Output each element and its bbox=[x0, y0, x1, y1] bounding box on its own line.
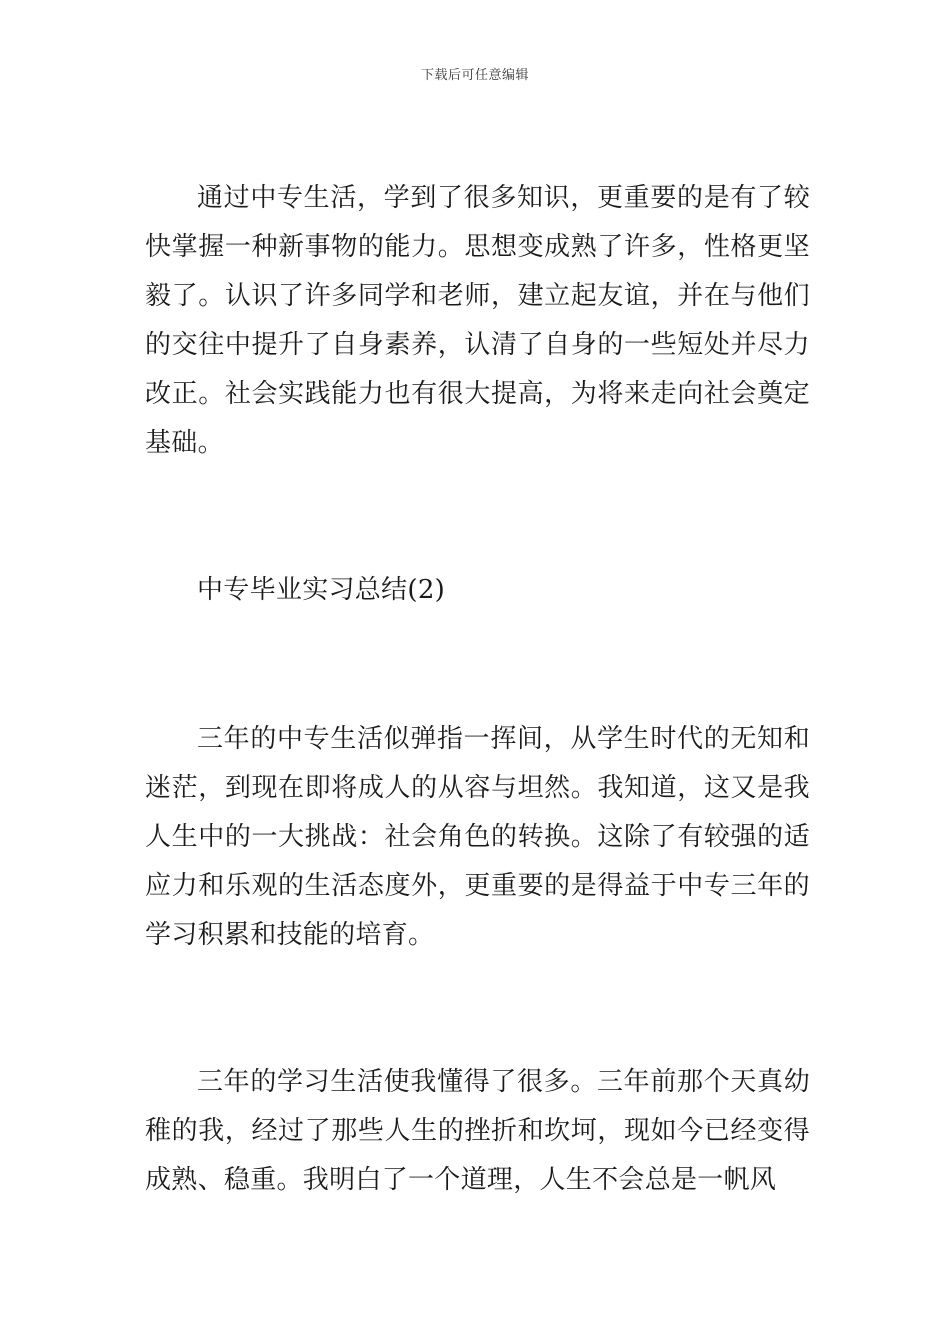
paragraph-spacer bbox=[145, 960, 810, 1058]
paragraph-1: 通过中专生活，学到了很多知识，更重要的是有了较快掌握一种新事物的能力。思想变成熟了许多，性格更坚毅了。认识了许多同学和老师，建立起友谊，并在与他们的交往中提升了自身素养，认清了自身的一些短处并尽力改正。社会实践能力也有很大提高，为将来走向社会奠定基础。 bbox=[145, 183, 810, 458]
paragraph-spacer bbox=[145, 468, 810, 566]
paragraph-3: 三年的学习生活使我懂得了很多。三年前那个天真幼稚的我，经过了那些人生的挫折和坎坷，现如今已经变得成熟、稳重。我明白了一个道理，人生不会总是一帆风 bbox=[145, 1067, 810, 1195]
document-body bbox=[145, 174, 810, 1205]
paragraph-spacer bbox=[145, 615, 810, 715]
section-heading: 中专毕业实习总结(2) bbox=[197, 575, 446, 605]
paragraph-2: 三年的中专生活似弹指一挥间，从学生时代的无知和迷茫，到现在即将成人的从容与坦然。我知道，这又是我人生中的一大挑战：社会角色的转换。这除了有较强的适应力和乐观的生活态度外，更重要的是得益于中专三年的学习积累和技能的培育。 bbox=[145, 724, 810, 950]
page-header: 下载后可任意编辑 bbox=[420, 68, 529, 83]
